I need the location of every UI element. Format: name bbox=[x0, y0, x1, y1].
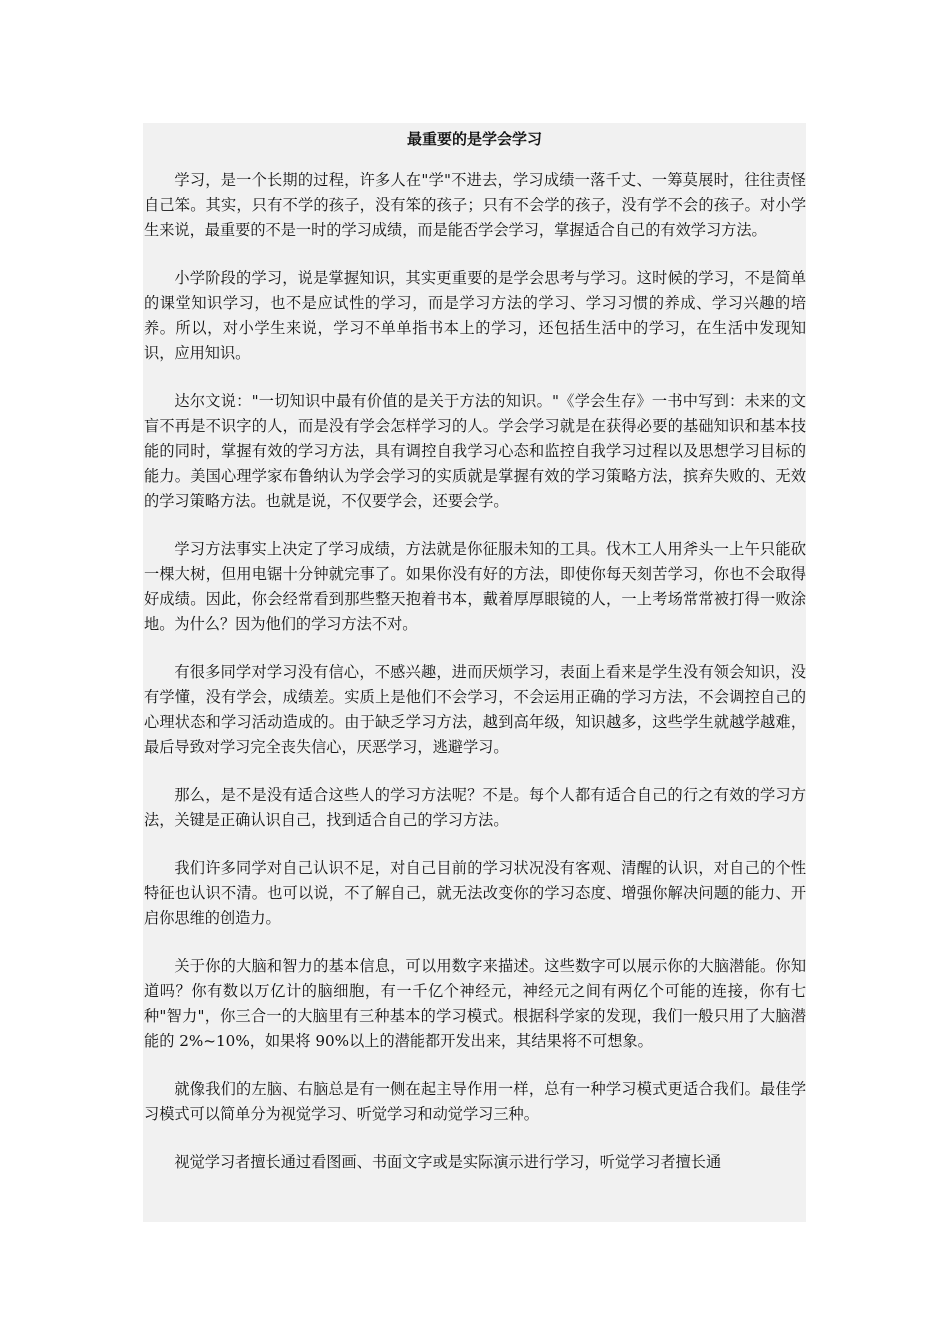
paragraph: 达尔文说："一切知识中最有价值的是关于方法的知识。"《学会生存》一书中写到：未来的文盲不再是不识字的人，而是没有学会怎样学习的人。学会学习就是在获得必要的基础知识和基本技能的同时，掌握有效的学习方法，具有调控自我学习心态和监控自我学习过程以及思想学习目标的能力。美国心理学家布鲁纳认为学会学习的实质就是掌握有效的学习策略方法，摈弃失败的、无效的学习策略方法。也就是说，不仅要学会，还要会学。 bbox=[144, 392, 806, 510]
paragraph: 学习，是一个长期的过程，许多人在"学"不进去，学习成绩一落千丈、一筹莫展时，往往责怪自己笨。其实，只有不学的孩子，没有笨的孩子；只有不会学的孩子，没有学不会的孩子。对小学生来说，最重要的不是一时的学习成绩，而是能否学会学习，掌握适合自己的有效学习方法。 bbox=[144, 171, 806, 239]
document-title: 最重要的是学会学习 bbox=[406, 130, 542, 148]
paragraph: 关于你的大脑和智力的基本信息，可以用数字来描述。这些数字可以展示你的大脑潜能。你知道吗？你有数以万亿计的脑细胞，有一千亿个神经元，神经元之间有两亿个可能的连接，你有七种"智力"，你三合一的大脑里有三种基本的学习模式。根据科学家的发现，我们一般只用了大脑潜能的 2%~10%，如果将 90%以上的潜能都开发出来，其结果将不可想象。 bbox=[144, 957, 806, 1050]
paragraph: 有很多同学对学习没有信心，不感兴趣，进而厌烦学习，表面上看来是学生没有领会知识，没有学懂，没有学会，成绩差。实质上是他们不会学习，不会运用正确的学习方法，不会调控自己的心理状态和学习活动造成的。由于缺乏学习方法，越到高年级，知识越多，这些学生就越学越难，最后导致对学习完全丧失信心，厌恶学习，逃避学习。 bbox=[144, 663, 806, 756]
paragraph: 就像我们的左脑、右脑总是有一侧在起主导作用一样，总有一种学习模式更适合我们。最佳学习模式可以简单分为视觉学习、听觉学习和动觉学习三种。 bbox=[144, 1080, 806, 1123]
document-body bbox=[144, 168, 806, 1198]
paragraph: 小学阶段的学习，说是掌握知识，其实更重要的是学会思考与学习。这时候的学习，不是简单的课堂知识学习，也不是应试性的学习，而是学习方法的学习、学习习惯的养成、学习兴趣的培养。所以，对小学生来说，学习不单单指书本上的学习，还包括生活中的学习，在生活中发现知识，应用知识。 bbox=[144, 269, 806, 362]
paragraph: 学习方法事实上决定了学习成绩，方法就是你征服未知的工具。伐木工人用斧头一上午只能砍一棵大树，但用电锯十分钟就完事了。如果你没有好的方法，即使你每天刻苦学习，你也不会取得好成绩。因此，你会经常看到那些整天抱着书本，戴着厚厚眼镜的人，一上考场常常被打得一败涂地。为什么？因为他们的学习方法不对。 bbox=[144, 540, 806, 633]
paragraph: 那么，是不是没有适合这些人的学习方法呢？不是。每个人都有适合自己的行之有效的学习方法，关键是正确认识自己，找到适合自己的学习方法。 bbox=[144, 786, 806, 829]
paragraph: 我们许多同学对自己认识不足，对自己目前的学习状况没有客观、清醒的认识，对自己的个性特征也认识不清。也可以说，不了解自己，就无法改变你的学习态度、增强你解决问题的能力、开启你思维的创造力。 bbox=[144, 859, 806, 927]
document-page bbox=[143, 123, 806, 1222]
paragraph: 视觉学习者擅长通过看图画、书面文字或是实际演示进行学习，听觉学习者擅长通 bbox=[174, 1153, 722, 1171]
